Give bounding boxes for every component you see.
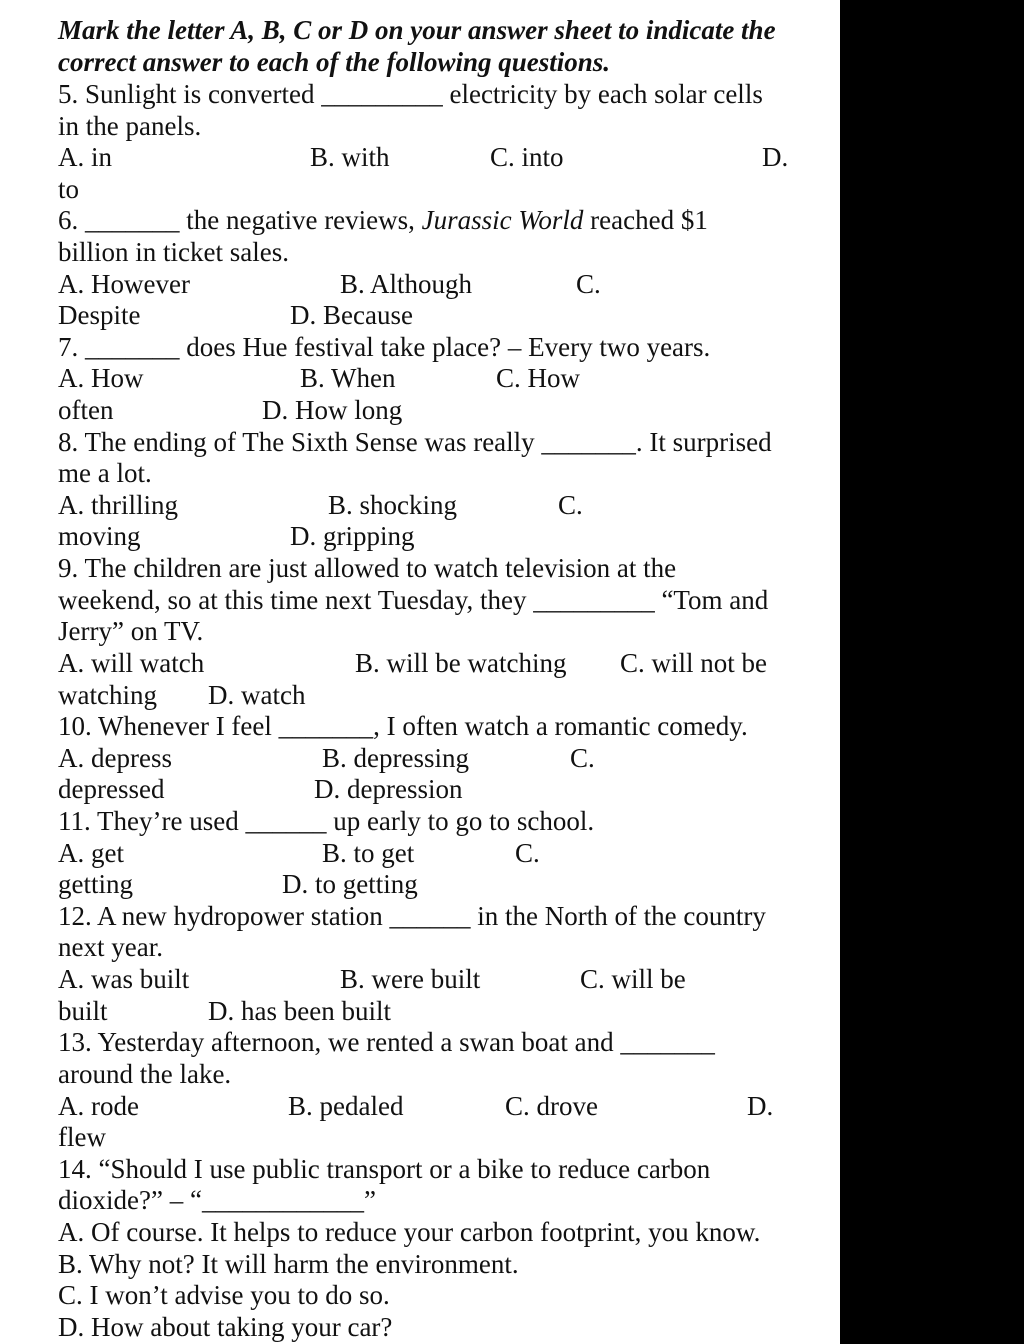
question-14-stem: 14. “Should I use public transport or a bike to reduce carbon [58, 1154, 711, 1184]
question-9-stem-cont-1: weekend, so at this time next Tuesday, they _________ “Tom and [58, 585, 769, 615]
question-5-stem-cont: in the panels. [58, 111, 202, 141]
question-6-option-b[interactable]: B. Although [340, 269, 473, 299]
question-10-option-d[interactable]: D. depression [314, 774, 463, 804]
question-10-option-c-text[interactable]: depressed [58, 774, 165, 804]
question-9-stem-cont-2: Jerry” on TV. [58, 616, 204, 646]
question-13-option-d-text[interactable]: flew [58, 1122, 106, 1152]
question-12-stem: 12. A new hydropower station ______ in the North of the country [58, 901, 766, 931]
question-7-option-d[interactable]: D. How long [262, 395, 403, 425]
question-10-option-b[interactable]: B. depressing [322, 743, 469, 773]
question-8-stem-cont: me a lot. [58, 458, 152, 488]
question-6-movie-title: Jurassic World [421, 205, 584, 235]
question-9-stem: 9. The children are just allowed to watch television at the [58, 553, 677, 583]
question-13-stem: 13. Yesterday afternoon, we rented a swan boat and _______ [58, 1027, 715, 1057]
question-7-option-c-text[interactable]: often [58, 395, 114, 425]
question-10-stem: 10. Whenever I feel _______, I often watch a romantic comedy. [58, 711, 748, 741]
question-13-option-c[interactable]: C. drove [505, 1091, 598, 1121]
question-11-stem: 11. They’re used ______ up early to go to school. [58, 806, 595, 836]
question-5-option-b[interactable]: B. with [310, 142, 390, 172]
question-14-option-a[interactable]: A. Of course. It helps to reduce your carbon footprint, you know. [58, 1217, 761, 1247]
question-10-option-c[interactable]: C. [570, 743, 595, 773]
question-5-option-a[interactable]: A. in [58, 142, 112, 172]
question-6-option-c-text[interactable]: Despite [58, 300, 141, 330]
question-5-stem: 5. Sunlight is converted _________ electricity by each solar cells [58, 79, 763, 109]
question-12-option-c[interactable]: C. will be [580, 964, 686, 994]
question-8-option-d[interactable]: D. gripping [290, 521, 415, 551]
question-12-stem-cont: next year. [58, 932, 163, 962]
question-9-option-b[interactable]: B. will be watching [355, 648, 567, 678]
question-6-option-d[interactable]: D. Because [290, 300, 413, 330]
question-14-option-c[interactable]: C. I won’t advise you to do so. [58, 1280, 390, 1310]
question-14-option-d[interactable]: D. How about taking your car? [58, 1312, 393, 1342]
question-7-option-a[interactable]: A. How [58, 363, 144, 393]
question-13-option-a[interactable]: A. rode [58, 1091, 139, 1121]
right-black-margin [840, 0, 1024, 1344]
question-12-option-b[interactable]: B. were built [340, 964, 481, 994]
question-6-option-a[interactable]: A. However [58, 269, 190, 299]
question-8-option-c[interactable]: C. [558, 490, 583, 520]
question-6-stem-cont: billion in ticket sales. [58, 237, 289, 267]
question-5-option-c[interactable]: C. into [490, 142, 564, 172]
question-13-option-d[interactable]: D. [747, 1091, 774, 1121]
question-14-stem-cont: dioxide?” – “____________” [58, 1185, 376, 1215]
question-11-option-c-text[interactable]: getting [58, 869, 133, 899]
question-12-option-c-text[interactable]: built [58, 996, 108, 1026]
question-10-option-a[interactable]: A. depress [58, 743, 172, 773]
question-7-option-c[interactable]: C. How [496, 363, 581, 393]
question-14-option-b[interactable]: B. Why not? It will harm the environment. [58, 1249, 519, 1279]
question-11-option-b[interactable]: B. to get [322, 838, 415, 868]
question-8-option-b[interactable]: B. shocking [328, 490, 458, 520]
question-6-stem [58, 204, 708, 236]
question-13-stem-cont: around the lake. [58, 1059, 232, 1089]
question-5-option-d-text[interactable]: to [58, 174, 80, 204]
question-7-stem: 7. _______ does Hue festival take place? – Every two years. [58, 332, 711, 362]
question-8-stem: 8. The ending of The Sixth Sense was really _______. It surprised [58, 427, 772, 457]
question-9-option-d[interactable]: D. watch [208, 680, 306, 710]
question-6-stem-start: 6. _______ the negative reviews, [58, 205, 422, 235]
question-12-option-a[interactable]: A. was built [58, 964, 190, 994]
question-13-option-b[interactable]: B. pedaled [288, 1091, 404, 1121]
question-6-option-c[interactable]: C. [576, 269, 601, 299]
question-11-option-d[interactable]: D. to getting [282, 869, 418, 899]
question-8-option-c-text[interactable]: moving [58, 521, 141, 551]
question-8-option-a[interactable]: A. thrilling [58, 490, 178, 520]
question-12-option-d[interactable]: D. has been built [208, 996, 391, 1026]
instruction-line-2: correct answer to each of the following questions. [58, 47, 611, 77]
instruction-line-1: Mark the letter A, B, C or D on your answer sheet to indicate the [58, 15, 776, 45]
question-6-stem-end: reached $1 [583, 205, 708, 235]
question-11-option-a[interactable]: A. get [58, 838, 124, 868]
question-9-option-c[interactable]: C. will not be [620, 648, 767, 678]
question-11-option-c[interactable]: C. [515, 838, 540, 868]
question-9-option-a[interactable]: A. will watch [58, 648, 205, 678]
question-5-option-d[interactable]: D. [762, 142, 789, 172]
question-9-option-c-text[interactable]: watching [58, 680, 157, 710]
question-7-option-b[interactable]: B. When [300, 363, 396, 393]
